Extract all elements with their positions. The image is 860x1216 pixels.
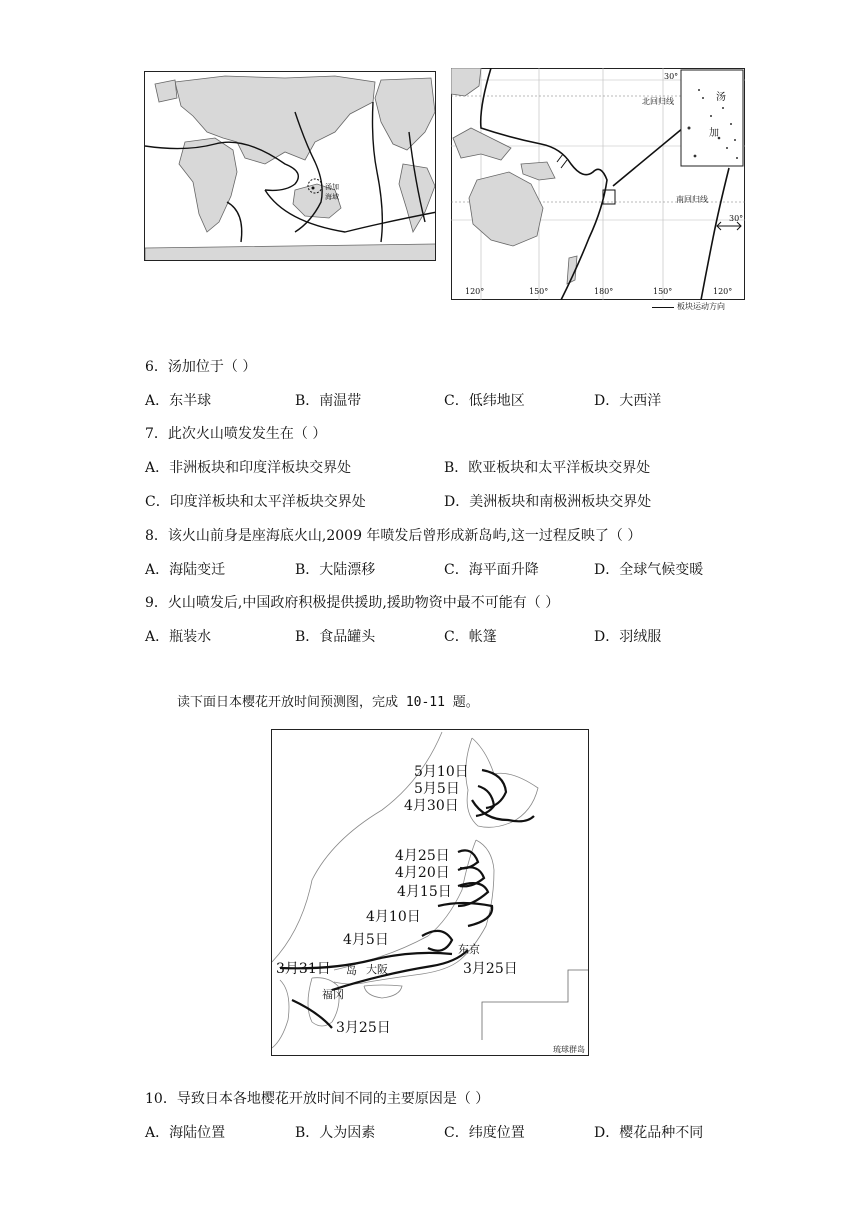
tonga-label-2: 海域 <box>325 193 339 201</box>
q7-option-b[interactable]: B．欧亚板块和太平洋板块交界处 <box>444 460 651 476</box>
question-7-stem: 7．此次火山喷发发生在（ ） <box>145 426 327 442</box>
isoline-label-apr15: 4月15日 <box>397 884 452 900</box>
q9-option-c[interactable]: C．帐篷 <box>444 629 497 645</box>
question-9-stem: 9．火山喷发后,中国政府积极提供援助,援助物资中最不可能有（ ） <box>145 595 560 611</box>
q8-option-a[interactable]: A．海陆变迁 <box>145 562 226 578</box>
place-fukuoka: 福冈 <box>322 988 344 1001</box>
q6-option-d[interactable]: D．大西洋 <box>594 393 662 409</box>
isoline-label-apr10: 4月10日 <box>366 909 421 925</box>
inset-char-2: 加 <box>709 128 719 139</box>
q8-option-d[interactable]: D．全球气候变暖 <box>594 562 704 578</box>
tick-150e: 150° <box>529 287 549 296</box>
isoline-label-apr30: 4月30日 <box>404 798 459 814</box>
isoline-label-mar25-east: 3月25日 <box>463 961 518 977</box>
q10-option-a[interactable]: A．海陆位置 <box>145 1125 226 1141</box>
question-8-stem: 8．该火山前身是座海底火山,2009 年喷发后曾形成新岛屿,这一过程反映了（ ） <box>145 528 642 544</box>
plate-motion-legend <box>652 301 725 312</box>
lat-30-label: 30° <box>664 72 679 81</box>
isoline-label-apr25: 4月25日 <box>395 848 450 864</box>
isoline-label-apr5: 4月5日 <box>343 932 389 948</box>
q8-option-b[interactable]: B．大陆漂移 <box>295 562 376 578</box>
q10-option-c[interactable]: C．纬度位置 <box>444 1125 525 1141</box>
legend-label: 板块运动方向 <box>677 302 725 311</box>
q9-option-a[interactable]: A．瓶装水 <box>145 629 212 645</box>
isoline-label-may5: 5月5日 <box>414 781 460 797</box>
tonga-label-1: 汤加 <box>325 183 339 191</box>
q6-option-c[interactable]: C．低纬地区 <box>444 393 525 409</box>
tick-120e: 120° <box>713 287 733 296</box>
tick-150w: 150° <box>653 287 673 296</box>
tick-180: 180° <box>594 287 614 296</box>
q7-option-a[interactable]: A．非洲板块和印度洋板块交界处 <box>145 460 352 476</box>
q9-option-d[interactable]: D．羽绒服 <box>594 629 662 645</box>
south-tropic-label: 南回归线 <box>676 195 708 204</box>
section-intro: 读下面日本樱花开放时间预测图，完成 10-11 题。 <box>177 695 479 710</box>
q7-option-c[interactable]: C．印度洋板块和太平洋板块交界处 <box>145 494 366 510</box>
place-tokyo: 东京 <box>458 943 480 956</box>
place-osaka: 大阪 <box>366 963 388 976</box>
q9-option-b[interactable]: B．食品罐头 <box>295 629 376 645</box>
north-tropic-label: 北回归线 <box>642 97 674 106</box>
question-6-stem: 6．汤加位于（ ） <box>145 359 257 375</box>
lat-30-right-label: 30° <box>729 214 744 223</box>
world-plate-map <box>144 71 436 261</box>
q6-option-a[interactable]: A．东半球 <box>145 393 212 409</box>
q8-option-c[interactable]: C．海平面升降 <box>444 562 539 578</box>
q10-option-b[interactable]: B．人为因素 <box>295 1125 376 1141</box>
tick-120w: 120° <box>465 287 485 296</box>
japan-sakura-map <box>271 729 589 1056</box>
world-map-graphic <box>145 72 436 261</box>
pacific-plate-map <box>451 68 745 300</box>
place-island: 岛 <box>346 964 357 977</box>
question-10-stem: 10．导致日本各地樱花开放时间不同的主要原因是（ ） <box>145 1091 490 1107</box>
legend-line-icon <box>652 307 674 308</box>
isoline-label-mar25-south: 3月25日 <box>336 1020 391 1036</box>
isoline-label-apr20: 4月20日 <box>395 865 450 881</box>
isoline-label-mar31: 3月31日 <box>276 961 331 977</box>
pacific-map-graphic <box>451 68 745 300</box>
q10-option-d[interactable]: D．樱花品种不同 <box>594 1125 704 1141</box>
isoline-label-may10: 5月10日 <box>414 764 469 780</box>
q6-option-b[interactable]: B．南温带 <box>295 393 362 409</box>
inset-char-1: 汤 <box>716 92 726 103</box>
ryukyu-inset-label: 琉球群岛 <box>553 1045 585 1054</box>
q7-option-d[interactable]: D．美洲板块和南极洲板块交界处 <box>444 494 652 510</box>
